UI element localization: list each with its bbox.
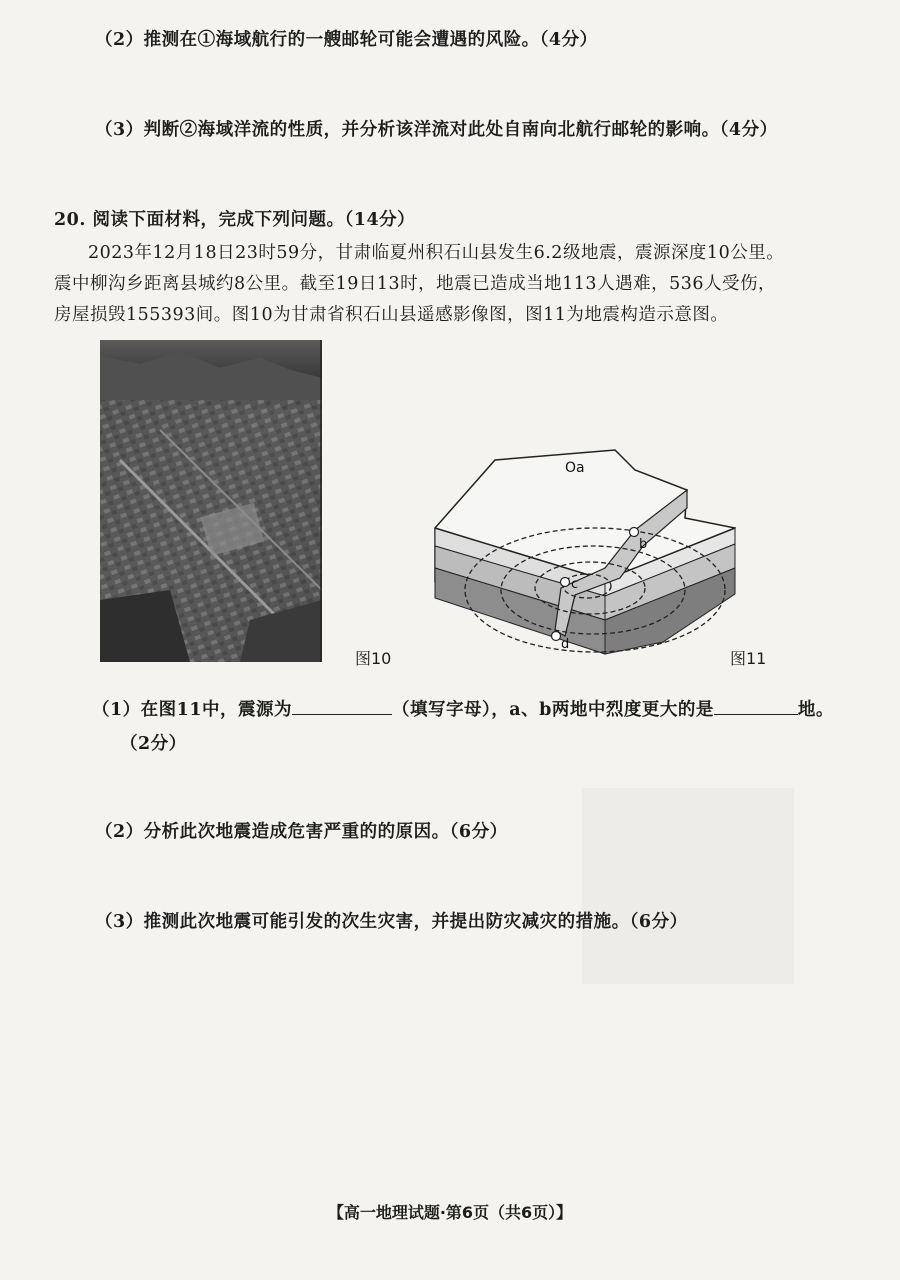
page-footer: 【高一地理试题·第6页（共6页）】	[327, 1203, 573, 1222]
fig11-label-a: Oa	[565, 460, 585, 476]
fig11-caption: 图11	[730, 649, 767, 668]
sub-question-1	[92, 696, 834, 721]
fig11-label-c: c	[571, 577, 579, 592]
sub-question-1-part2: （填写字母），a、b两地中烈度更大的是	[392, 700, 714, 720]
prev-question-2: （2）推测在①海域航行的一艘邮轮可能会遭遇的风险。（4分）	[95, 30, 598, 50]
fig10-remote-sensing-image	[100, 340, 322, 662]
fig10-caption: 图10	[355, 649, 392, 668]
sub-question-1-part3: 地。	[797, 700, 834, 720]
answer-blank-intensity[interactable]	[714, 700, 798, 715]
fig11-label-d: d	[561, 637, 570, 652]
sub-question-1-score: （2分）	[120, 734, 187, 754]
prev-question-3: （3）判断②海域洋流的性质，并分析该洋流对此处自南向北航行邮轮的影响。（4分）	[95, 120, 778, 140]
material-line-1: 2023年12月18日23时59分，甘肃临夏州积石山县发生6.2级地震，震源深度10公里。	[88, 243, 785, 263]
answer-blank-hypocenter[interactable]	[292, 700, 392, 715]
sub-question-2: （2）分析此次地震造成危害严重的的原因。（6分）	[95, 822, 508, 842]
sub-question-1-part1: （1）在图11中，震源为	[92, 700, 293, 720]
material-line-3: 房屋损毁155393间。图10为甘肃省积石山县遥感影像图，图11为地震构造示意图。	[54, 305, 729, 325]
material-line-2: 震中柳沟乡距离县城约8公里。截至19日13时，地震已造成当地113人遇难，536人受伤，	[54, 274, 776, 294]
question-20-title: 20. 阅读下面材料，完成下列问题。（14分）	[54, 210, 416, 230]
fig11-label-b: b	[639, 537, 648, 552]
scan-smudge	[582, 788, 794, 984]
sub-question-3: （3）推测此次地震可能引发的次生灾害，并提出防灾减灾的措施。（6分）	[95, 912, 688, 932]
fig11-earthquake-diagram	[425, 430, 745, 670]
